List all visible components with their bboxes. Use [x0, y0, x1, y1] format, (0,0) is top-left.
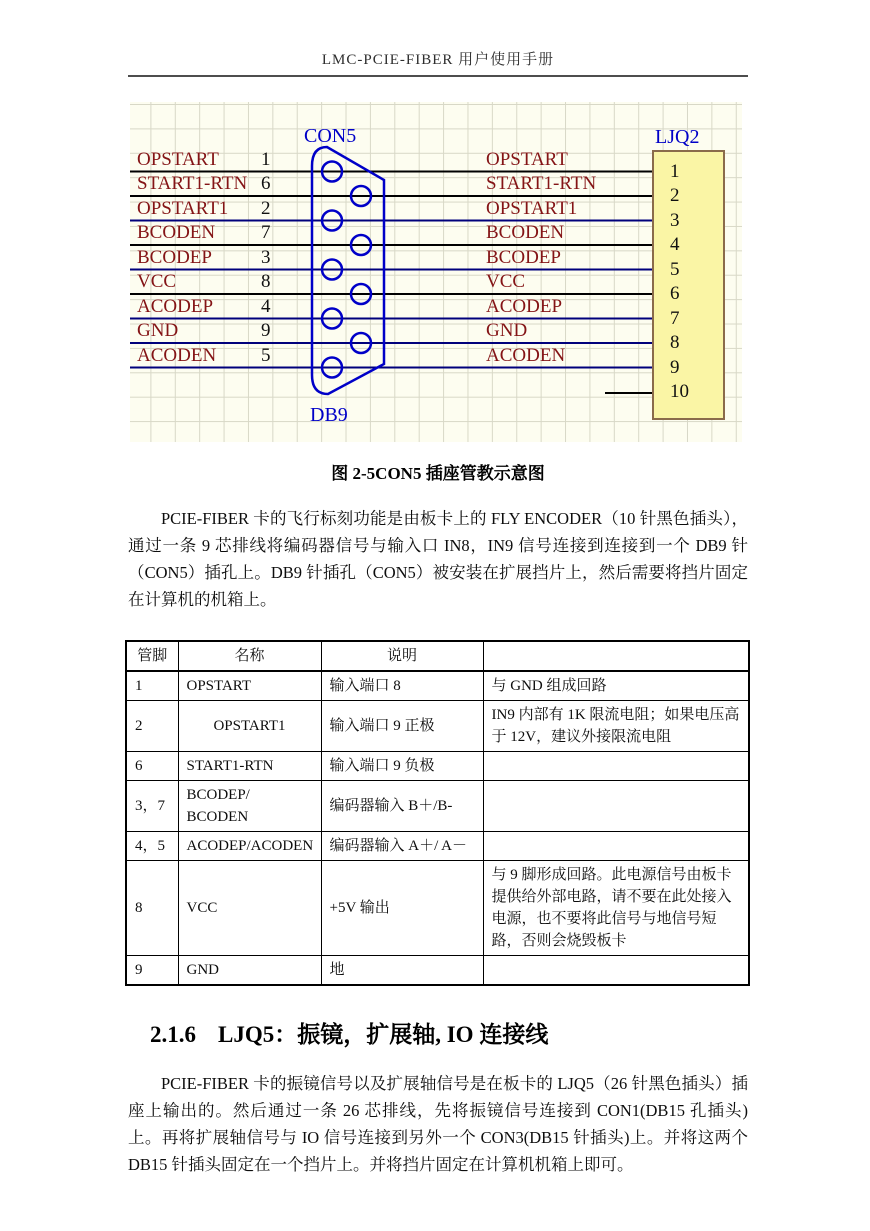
signal-label-right: START1-RTN	[486, 173, 597, 194]
con5-schematic-diagram	[130, 102, 742, 442]
ljq2-pin-number: 8	[670, 332, 680, 353]
db9-pin-circle	[351, 235, 371, 255]
table-row	[126, 671, 749, 701]
db9-pin-number: 9	[261, 320, 271, 341]
table-row	[126, 701, 749, 752]
ljq2-pin-number: 2	[670, 185, 680, 206]
signal-label-right: OPSTART1	[486, 197, 578, 219]
signal-label-left: OPSTART	[137, 148, 219, 170]
table-cell: 编码器输入 A＋/ A－	[321, 832, 483, 861]
signal-label-right: BCODEP	[486, 246, 561, 268]
db9-pin-circle	[322, 260, 342, 280]
table-cell: 9	[126, 956, 178, 986]
table-header-cell: 管脚	[126, 641, 178, 671]
page-header-title: LMC-PCIE-FIBER 用户使用手册	[128, 48, 748, 77]
paragraph-ljq5: PCIE-FIBER 卡的振镜信号以及扩展轴信号是在板卡的 LJQ5（26 针黑色插头）插座上输出的。然后通过一条 26 芯排线，先将振镜信号连接到 CON1(DB15 孔插头)上。再将扩展轴信号与 IO 信号连接到另外一个 CON3(DB15 针插头)上。并将这两个 DB15 针插头固定在一个挡片上。并将挡片固定在计算机机箱上即可。	[128, 1074, 748, 1174]
db9-pin-number: 7	[261, 222, 271, 243]
table-cell: ACODEP/ACODEN	[178, 832, 321, 861]
ljq2-pin-number: 4	[670, 234, 680, 255]
db9-pin-circle	[351, 186, 371, 206]
db9-pin-circle	[322, 309, 342, 329]
signal-label-left: ACODEN	[137, 344, 217, 366]
signal-label-right: VCC	[486, 271, 526, 292]
db9-pin-number: 2	[261, 197, 271, 219]
signal-label-right: ACODEP	[486, 295, 563, 317]
table-cell: 3，7	[126, 781, 178, 832]
table-header-cell	[483, 641, 749, 671]
table-cell: 8	[126, 861, 178, 956]
ljq2-header-box	[652, 150, 725, 420]
pin-table-body	[126, 671, 749, 985]
table-cell: 与 GND 组成回路	[483, 671, 749, 701]
table-row	[126, 752, 749, 781]
table-cell: OPSTART	[178, 671, 321, 701]
signal-label-right: ACODEN	[486, 344, 566, 366]
db9-pin-number: 1	[261, 148, 271, 170]
db9-pin-number: 6	[261, 173, 271, 194]
table-cell: 输入端口 9 负极	[321, 752, 483, 781]
signal-label-left: ACODEP	[137, 295, 214, 317]
table-cell: 2	[126, 701, 178, 752]
ljq2-pin-number: 1	[670, 160, 680, 182]
table-cell: GND	[178, 956, 321, 986]
table-cell: OPSTART1	[178, 701, 321, 752]
signal-label-right: GND	[486, 320, 528, 341]
con5-connector-label: CON5	[304, 125, 357, 147]
db9-pin-circle	[322, 162, 342, 182]
db9-pin-circle	[351, 333, 371, 353]
table-cell: 4，5	[126, 832, 178, 861]
db9-pin-number: 8	[261, 271, 271, 292]
table-cell: +5V 输出	[321, 861, 483, 956]
pin-table-head	[126, 641, 749, 671]
db9-pin-number: 5	[261, 344, 271, 366]
table-cell: 6	[126, 752, 178, 781]
table-cell: BCODEP/ BCODEN	[178, 781, 321, 832]
ljq2-pin-number: 3	[670, 209, 680, 231]
db9-connector-label: DB9	[310, 404, 348, 426]
table-cell	[483, 781, 749, 832]
table-header-cell: 说明	[321, 641, 483, 671]
table-row	[126, 781, 749, 832]
signal-label-right: OPSTART	[486, 148, 568, 170]
db9-pin-circle	[351, 284, 371, 304]
signal-label-left: GND	[137, 320, 179, 341]
db9-pin-number: 3	[261, 246, 271, 268]
table-cell: 输入端口 8	[321, 671, 483, 701]
signal-label-right: BCODEN	[486, 222, 565, 243]
signal-label-left: OPSTART1	[137, 197, 229, 219]
table-cell: START1-RTN	[178, 752, 321, 781]
ljq2-pin-number: 9	[670, 356, 680, 378]
db9-pin-number: 4	[261, 295, 271, 317]
ljq2-pin-number: 10	[670, 381, 689, 402]
db9-pin-circle	[322, 211, 342, 231]
table-row	[126, 861, 749, 956]
table-cell	[483, 752, 749, 781]
ljq2-pin-number: 5	[670, 258, 680, 280]
table-cell: 编码器输入 B＋/B-	[321, 781, 483, 832]
signal-label-left: BCODEN	[137, 222, 216, 243]
table-cell: VCC	[178, 861, 321, 956]
signal-label-left: VCC	[137, 271, 177, 292]
table-cell: 输入端口 9 正极	[321, 701, 483, 752]
table-header-cell: 名称	[178, 641, 321, 671]
table-cell: IN9 内部有 1K 限流电阻；如果电压高于 12V，建议外接限流电阻	[483, 701, 749, 752]
figure-caption: 图 2-5CON5 插座管教示意图	[331, 464, 545, 483]
ljq2-connector-label: LJQ2	[655, 126, 700, 148]
table-header-row	[126, 641, 749, 671]
db9-pin-circle	[322, 358, 342, 378]
section-title: LJQ5：振镜，扩展轴, IO 连接线	[218, 1022, 549, 1047]
manual-page	[128, 0, 748, 1178]
table-cell	[483, 956, 749, 986]
ljq2-pin-number: 6	[670, 283, 680, 304]
table-row	[126, 956, 749, 986]
table-cell: 与 9 脚形成回路。此电源信号由板卡提供给外部电路，请不要在此处接入电源，也不要将此信号与地信号短路，否则会烧毁板卡	[483, 861, 749, 956]
signal-label-left: START1-RTN	[137, 173, 248, 194]
table-cell	[483, 832, 749, 861]
ljq2-pin-number: 7	[670, 307, 680, 329]
pin-description-table	[125, 640, 750, 986]
section-heading	[150, 1016, 748, 1049]
signal-label-left: BCODEP	[137, 246, 212, 268]
table-row	[126, 832, 749, 861]
section-number: 2.1.6	[150, 1022, 196, 1047]
table-cell: 1	[126, 671, 178, 701]
paragraph-fly-encoder: PCIE-FIBER 卡的飞行标刻功能是由板卡上的 FLY ENCODER（10 针黑色插头），通过一条 9 芯排线将编码器信号与输入口 IN8，IN9 信号连接到连接到一个 DB9 针（CON5）插孔上。DB9 针插孔（CON5）被安装在扩展挡片上，然后需要将挡片固定在计算机的机箱上。	[128, 509, 748, 609]
schematic-svg	[130, 102, 742, 442]
table-cell: 地	[321, 956, 483, 986]
